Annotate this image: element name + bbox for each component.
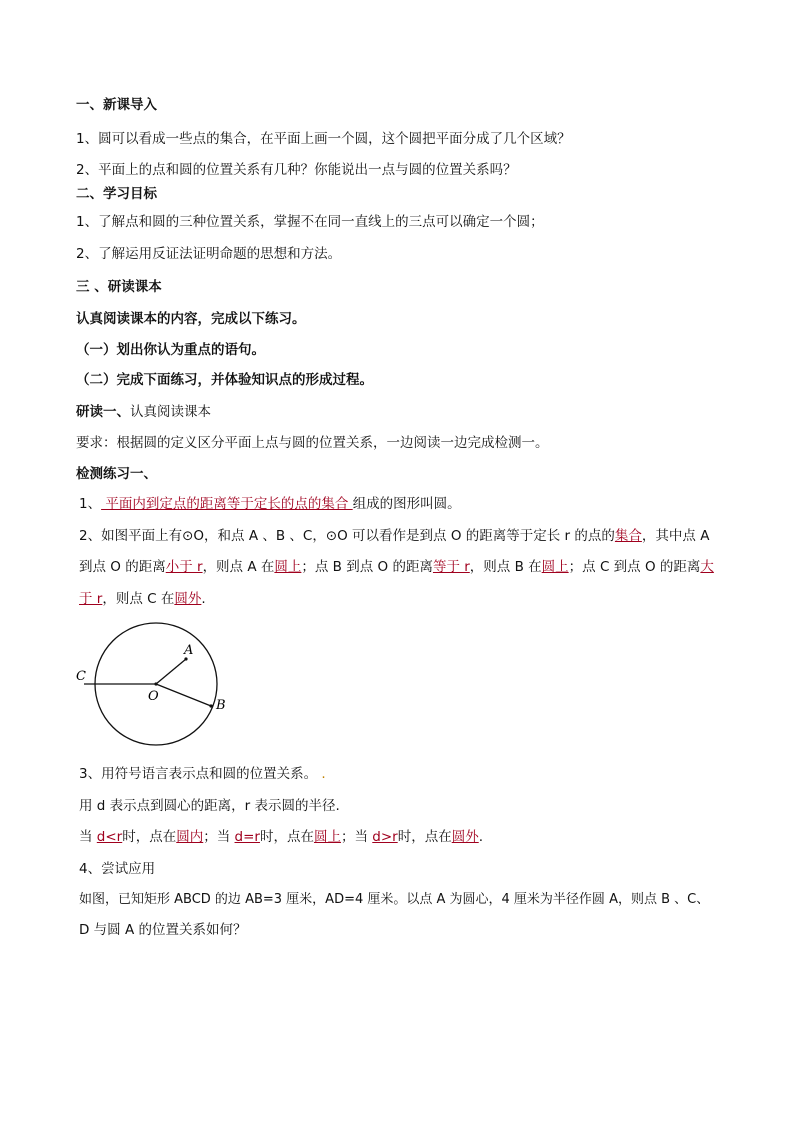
answer-blank: 圆上 [541,559,569,575]
circle-diagram [70,618,240,758]
answer-blank: d>r [372,829,398,845]
intro-question-1: 1、圆可以看成一些点的集合，在平面上画一个圆，这个圆把平面分成了几个区域？ [76,131,571,147]
answer-blank: 于 r [79,591,103,607]
requirement: 要求：根据圆的定义区分平面上点与圆的位置关系，一边阅读一边完成检测一。 [76,435,549,451]
practice-item-3-definition: 用 d 表示点到圆心的距离，r 表示圆的半径. [79,798,340,814]
item-number: 1、 [79,496,102,512]
item-text: ，则点 A 在 [202,559,275,575]
item-text: ，则点 B 在 [469,559,542,575]
practice-item-3 [79,765,326,783]
practice-item-2-line-3 [79,590,206,608]
point-o [154,682,157,685]
answer-blank: 圆上 [313,829,341,845]
answer-blank: d=r [234,829,260,845]
item-text: 组成的图形叫圆。 [352,496,461,512]
practice-item-2-line-1 [79,527,709,545]
item-text: . [478,829,483,845]
section-heading-reading: 三 、研读课本 [76,279,162,295]
answer-blank: 小于 r [165,559,203,575]
segment-oa [156,659,186,684]
item-text: 2、如图平面上有⊙O，和点 A 、B 、C，⊙O 可以看作是到点 O 的距离等于定长 r 的点的 [79,528,615,544]
practice-item-3-relations [79,828,483,846]
stray-dot: . [321,766,326,782]
answer-blank: 等于 r [432,559,470,575]
label-o: O [148,689,159,704]
answer-blank: d<r [96,829,123,845]
practice-item-4-line-1: 如图，已知矩形 ABCD 的边 AB=3 厘米，AD=4 厘米。以点 A 为圆心，4 厘米为半径作圆 A，则点 B 、C、 [79,892,710,907]
item-text: ；当 [203,829,235,845]
label-b: B [216,698,226,713]
practice-item-4-line-2: D 与圆 A 的位置关系如何？ [79,922,247,938]
practice-item-4-heading: 4、尝试应用 [79,861,156,877]
answer-blank: 平面内到定点的距离等于定长的点的集合 [101,496,353,512]
answer-blank: 圆外 [451,829,479,845]
reading-one-label: 研读一、 [76,404,130,420]
answer-blank: 大 [700,559,714,575]
item-text: 时，点在 [397,829,452,845]
practice-heading: 检测练习一、 [76,466,157,482]
reading-one-text: 认真阅读课本 [130,404,211,420]
task-2: （二）完成下面练习，并体验知识点的形成过程。 [76,372,373,388]
answer-blank: 圆内 [176,829,204,845]
goal-1: 1、了解点和圆的三种位置关系，掌握不在同一直线上的三点可以确定一个圆； [76,214,544,230]
segment-ob [156,684,211,706]
item-text: ；当 [340,829,373,845]
item-text: ；点 C 到点 O 的距离 [568,559,701,575]
item-text: ；点 B 到点 O 的距离 [301,559,433,575]
reading-intro: 认真阅读课本的内容，完成以下练习。 [76,311,306,327]
item-text: 到点 O 的距离 [79,559,166,575]
reading-one [76,403,211,421]
item-text: 时，点在 [259,829,314,845]
answer-blank: 圆外 [174,591,202,607]
answer-blank: 集合 [614,528,642,544]
practice-item-1 [79,495,461,513]
item-text: 时，点在 [122,829,177,845]
practice-item-2-line-2 [79,558,714,576]
item-text: 3、用符号语言表示点和圆的位置关系。 [79,766,318,782]
item-text: 当 [79,829,97,845]
intro-question-2: 2、平面上的点和圆的位置关系有几种？你能说出一点与圆的位置关系吗？ [76,162,517,178]
item-text: . [201,591,206,607]
section-heading-intro: 一、新课导入 [76,97,157,113]
point-b [209,704,212,707]
item-text: ，其中点 A [641,528,710,544]
section-heading-goals: 二、学习目标 [76,186,157,202]
goal-2: 2、了解运用反证法证明命题的思想和方法。 [76,246,342,262]
answer-blank: 圆上 [274,559,302,575]
label-c: C [76,669,86,684]
task-1: （一）划出你认为重点的语句。 [76,342,265,358]
label-a: A [184,643,194,658]
item-text: ，则点 C 在 [102,591,175,607]
